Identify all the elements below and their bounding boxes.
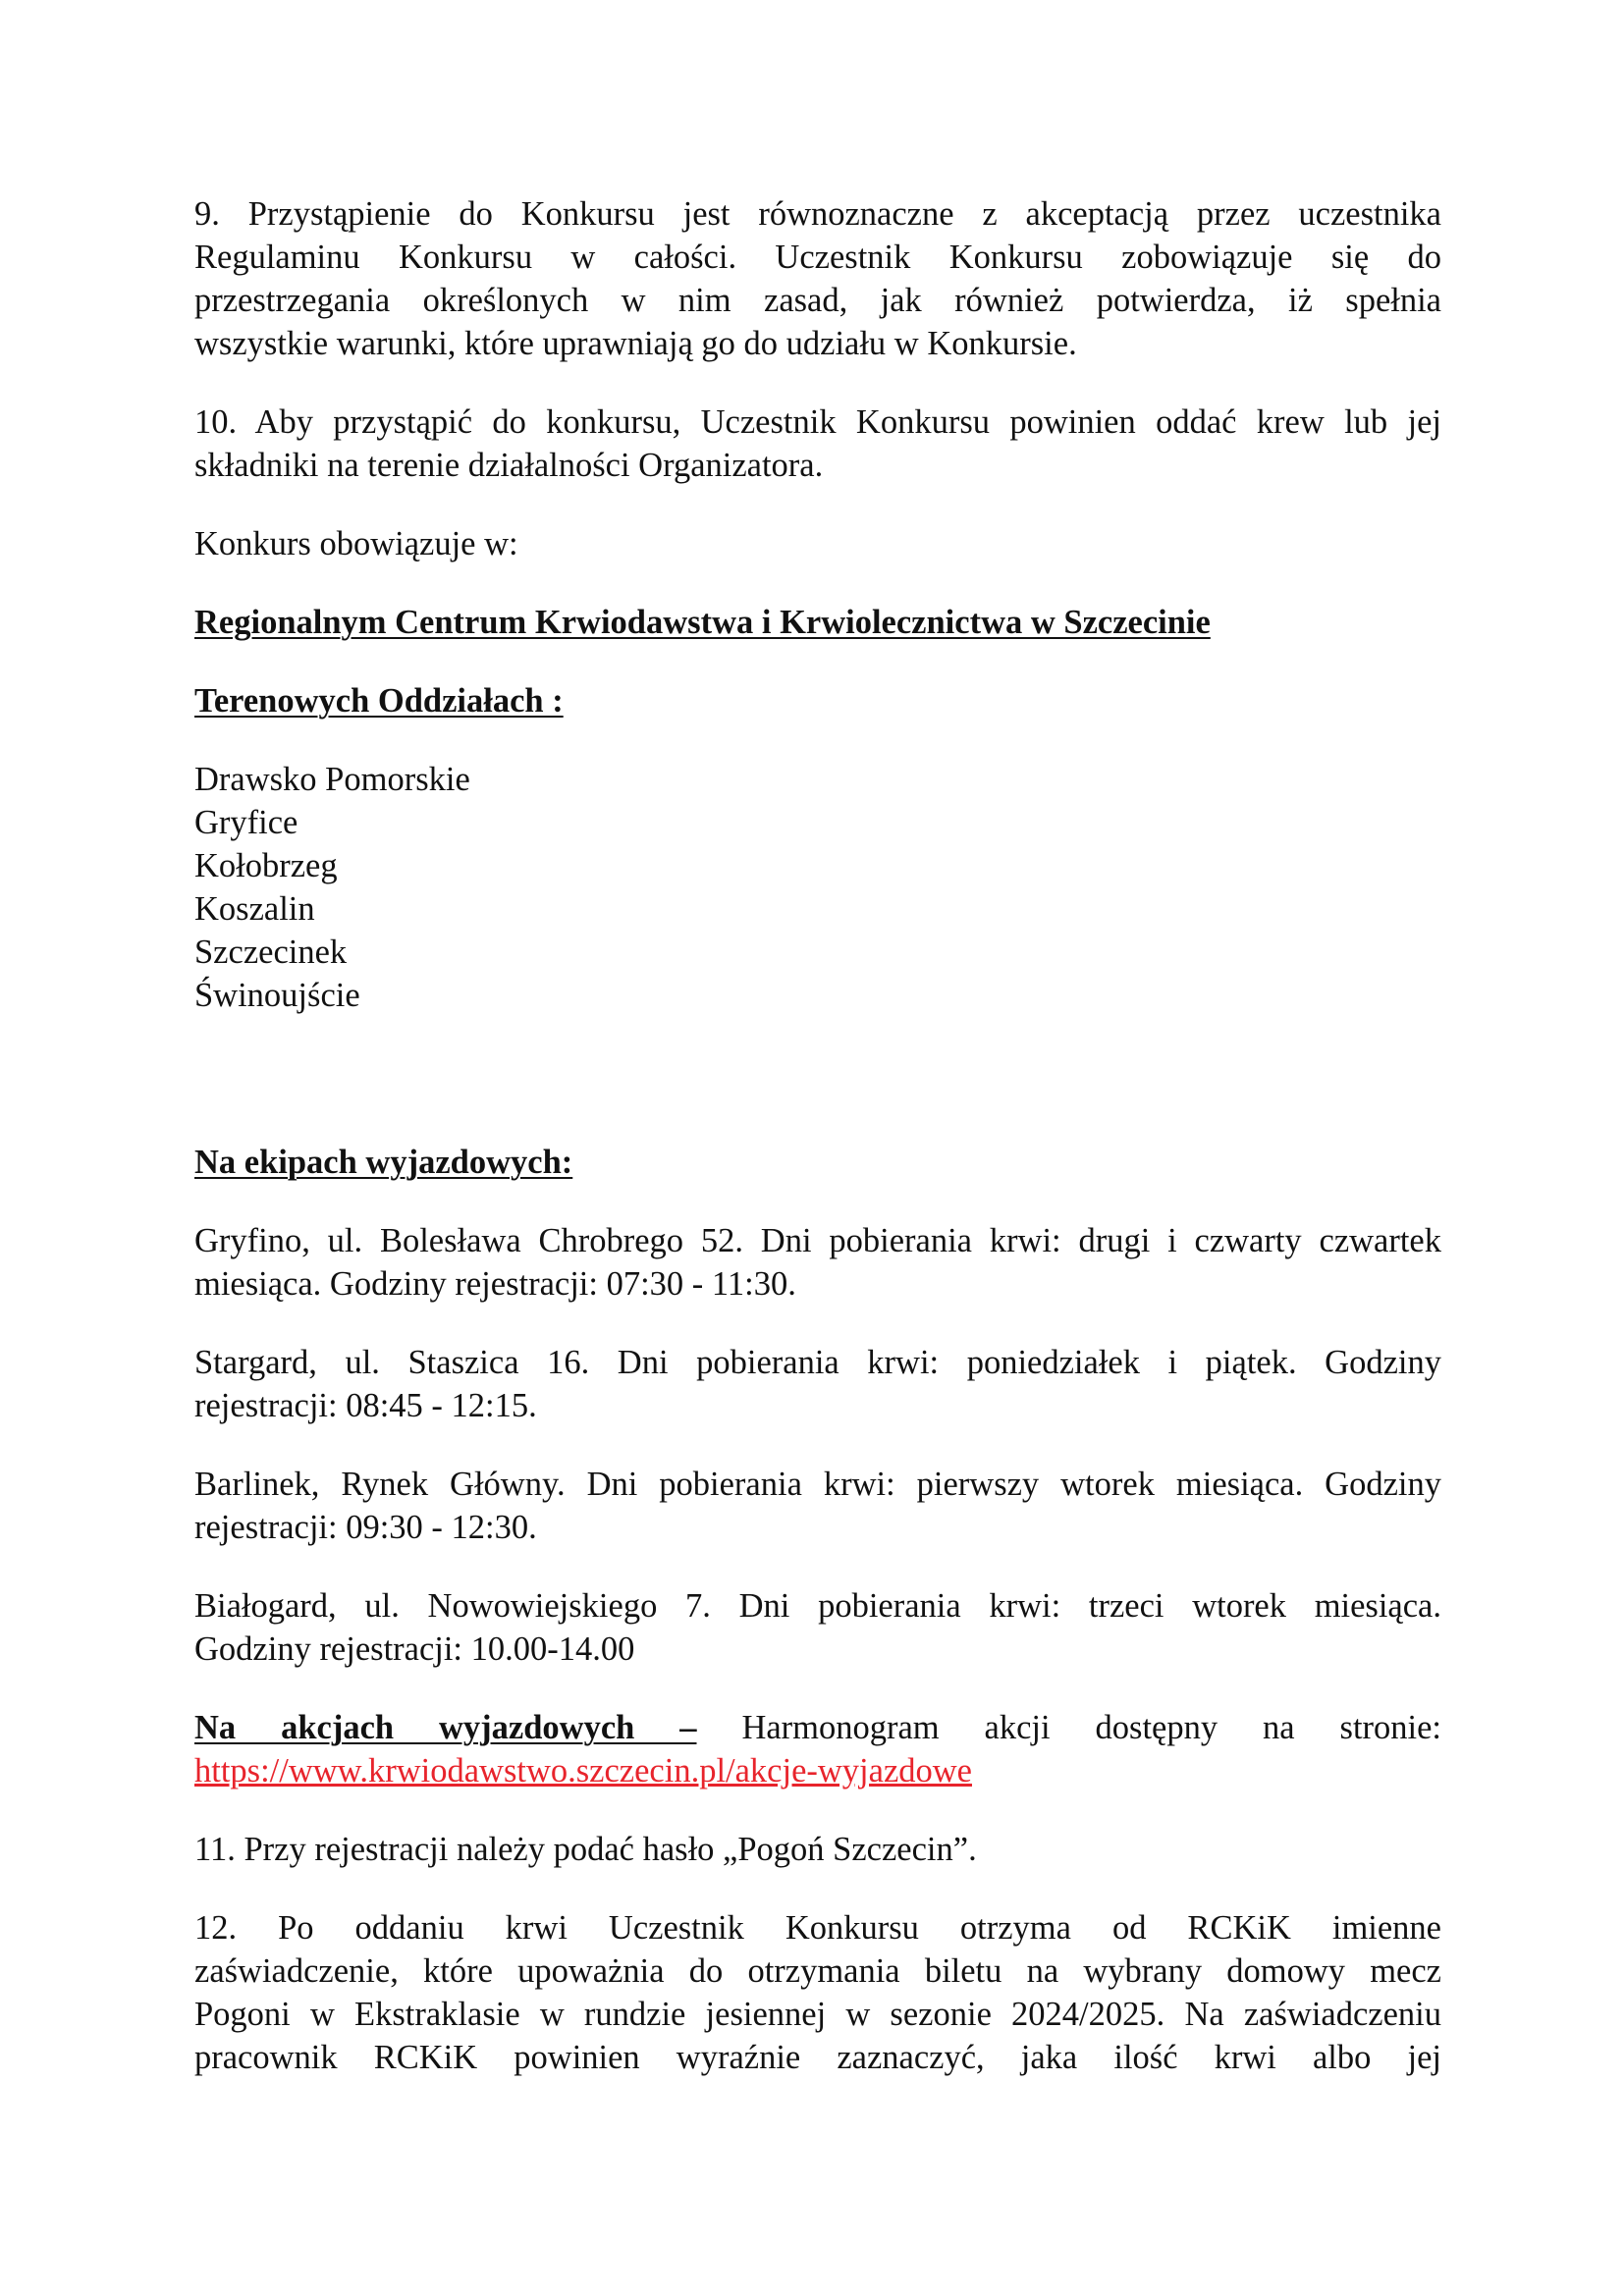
mobile-site — [194, 1584, 1441, 1671]
actions-text: Harmonogram akcji dostępny na stronie: — [741, 1709, 1441, 1746]
rckik-heading-text: Regionalnym Centrum Krwiodawstwa i Krwiolecznictwa w Szczecinie — [194, 604, 1211, 641]
mobile-heading — [194, 1141, 1441, 1184]
mobile-site — [194, 1463, 1441, 1549]
paragraph-9-line: wszystkie warunki, które uprawniają go do udziału w Konkursie. — [194, 325, 1077, 362]
branch-item: Szczecinek — [194, 934, 348, 971]
paragraph-9 — [194, 192, 1441, 365]
mobile-site-line: Stargard, ul. Staszica 16. Dni pobierania krwi: poniedziałek i piątek. Godziny — [194, 1344, 1441, 1381]
mobile-site-line: Barlinek, Rynek Główny. Dni pobierania krwi: pierwszy wtorek miesiąca. Godziny — [194, 1466, 1441, 1503]
mobile-site — [194, 1219, 1441, 1306]
actions-first-line — [194, 1706, 1441, 1749]
paragraph-9-line: Regulaminu Konkursu w całości. Uczestnik Konkursu zobowiązuje się do — [194, 239, 1441, 276]
paragraph-10-line: 10. Aby przystąpić do konkursu, Uczestnik Konkursu powinien oddać krew lub jej — [194, 403, 1441, 441]
paragraph-12-line: zaświadczenie, które upoważnia do otrzymania biletu na wybrany domowy mecz — [194, 1952, 1441, 1990]
paragraph-12-line: 12. Po oddaniu krwi Uczestnik Konkursu otrzyma od RCKiK imienne — [194, 1909, 1441, 1947]
mobile-site-line: Białogard, ul. Nowowiejskiego 7. Dni pobierania krwi: trzeci wtorek miesiąca. — [194, 1587, 1441, 1625]
paragraph-10 — [194, 400, 1441, 487]
branches-heading-text: Terenowych Oddziałach : — [194, 682, 564, 720]
mobile-site-line: Gryfino, ul. Bolesława Chrobrego 52. Dni pobierania krwi: drugi i czwarty czwartek — [194, 1222, 1441, 1259]
actions-schedule-link[interactable]: https://www.krwiodawstwo.szczecin.pl/akcje-wyjazdowe — [194, 1752, 972, 1789]
actions-paragraph — [194, 1706, 1441, 1792]
rckik-heading — [194, 601, 1441, 644]
mobile-heading-text: Na ekipach wyjazdowych: — [194, 1144, 573, 1181]
mobile-site-line: rejestracji: 09:30 - 12:30. — [194, 1509, 537, 1546]
branch-item: Świnoujście — [194, 977, 360, 1014]
paragraph-9-line: 9. Przystąpienie do Konkursu jest równoznaczne z akceptacją przez uczestnika — [194, 195, 1441, 233]
branch-item: Kołobrzeg — [194, 847, 338, 884]
actions-heading: Na akcjach wyjazdowych – — [194, 1709, 697, 1746]
branch-item: Koszalin — [194, 890, 315, 928]
paragraph-12-line: Pogoni w Ekstraklasie w rundzie jesiennej w sezonie 2024/2025. Na zaświadczeniu — [194, 1996, 1441, 2033]
document-page — [194, 192, 1441, 2079]
mobile-site-line: Godziny rejestracji: 10.00-14.00 — [194, 1630, 635, 1668]
branch-item: Drawsko Pomorskie — [194, 761, 470, 798]
spacer — [194, 1052, 1441, 1141]
paragraph-12-line: pracownik RCKiK powinien wyraźnie zaznaczyć, jaka ilość krwi albo jej — [194, 2039, 1441, 2076]
mobile-site — [194, 1341, 1441, 1427]
branch-item: Gryfice — [194, 804, 298, 841]
branches-list — [194, 758, 1441, 1017]
paragraph-11: 11. Przy rejestracji należy podać hasło „Pogoń Szczecin”. — [194, 1831, 977, 1868]
mobile-site-line: miesiąca. Godziny rejestracji: 07:30 - 11:30. — [194, 1265, 796, 1303]
paragraph-12 — [194, 1906, 1441, 2079]
paragraph-9-line: przestrzegania określonych w nim zasad, jak również potwierdza, iż spełnia — [194, 282, 1441, 319]
mobile-site-line: rejestracji: 08:45 - 12:15. — [194, 1387, 537, 1424]
paragraph-10-line: składniki na terenie działalności Organizatora. — [194, 447, 824, 484]
branches-heading — [194, 679, 1441, 722]
applies-intro: Konkurs obowiązuje w: — [194, 525, 518, 562]
